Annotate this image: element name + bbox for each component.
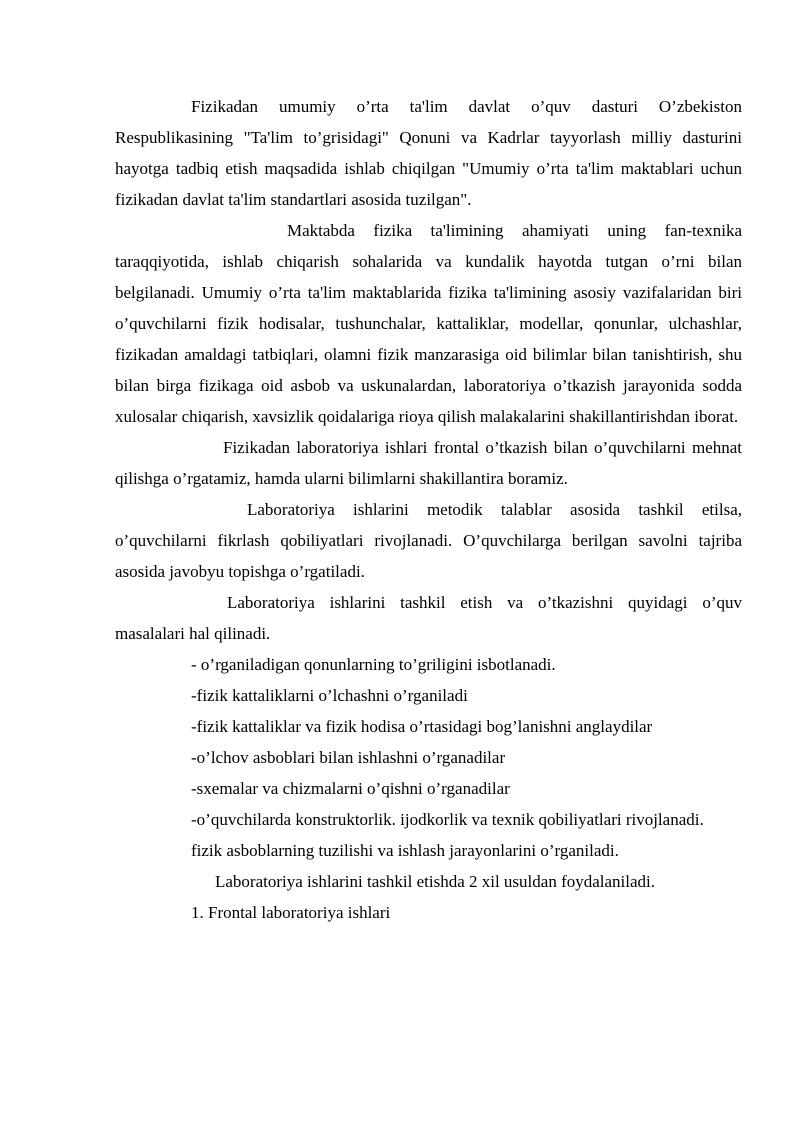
list-item: -o’lchov asboblari bilan ishlashni o’rganadilar (191, 748, 506, 767)
paragraph-frontal: Fizikadan laboratoriya ishlari frontal o’tkazish bilan o’quvchilarni mehnat qilishga o’rgatamiz, hamda ularni bilimlarni shakillantira boramiz. (115, 438, 742, 488)
closing-line: Laboratoriya ishlarini tashkil etishda 2 xil usuldan foydalaniladi. (215, 872, 656, 891)
paragraph-tasks: Laboratoriya ishlarini tashkil etish va o’tkazishni quyidagi o’quv masalalari hal qilinadi. (115, 593, 742, 643)
paragraph-methodical: Laboratoriya ishlarini metodik talablar asosida tashkil etilsa, o’quvchilarni fikrlash qobiliyatlari rivojlanadi. O’quvchilarga berilgan savolni tajriba asosida javobyu topishga o’rgatiladi. (115, 500, 742, 581)
paragraph-intro: Fizikadan umumiy o’rta ta'lim davlat o’quv dasturi O’zbekiston Respublikasining "Ta'lim to’grisidagi" Qonuni va Kadrlar tayyorlash milliy dasturini hayotga tadbiq etish maqsadida ishlab chiqilgan "Umumiy o’rta ta'lim maktablari uchun fizikadan davlat ta'lim standartlari asosida tuzilgan". (115, 97, 742, 209)
list-item: fizik asboblarning tuzilishi va ishlash jarayonlarini o’rganiladi. (191, 841, 619, 860)
document-page (115, 91, 742, 928)
list-item: - o’rganiladigan qonunlarning to’griligini isbotlanadi. (191, 655, 556, 674)
list-item: -sxemalar va chizmalarni o’qishni o’rganadilar (191, 779, 510, 798)
list-item: -o’quvchilarda konstruktorlik. ijodkorlik va texnik qobiliyatlari rivojlanadi. (191, 810, 704, 829)
list-item: -fizik kattaliklar va fizik hodisa o’rtasidagi bog’lanishni anglaydilar (191, 717, 653, 736)
list-item: -fizik kattaliklarni o’lchashni o’rganiladi (191, 686, 468, 705)
paragraph-importance: Maktabda fizika ta'limining ahamiyati uning fan-texnika taraqqiyotida, ishlab chiqarish sohalarida va kundalik hayotda tutgan o’rni bilan belgilanadi. Umumiy o’rta ta'lim maktablarida fizika ta'limining asosiy vazifalaridan biri o’quvchilarni fizik hodisalar, tushunchalar, kattaliklar, modellar, qonunlar, ulchashlar, fizikadan amaldagi tatbiqlari, olamni fizik manzarasiga oid bilimlar bilan tanishtirish, shu bilan birga fizikaga oid asbob va uskunalardan, laboratoriya o’tkazish jarayonida sodda xulosalar chiqarish, xavsizlik qoidalariga rioya qilish malakalarini shakillantirishdan iborat. (115, 221, 742, 426)
numbered-item: 1. Frontal laboratoriya ishlari (191, 903, 391, 922)
